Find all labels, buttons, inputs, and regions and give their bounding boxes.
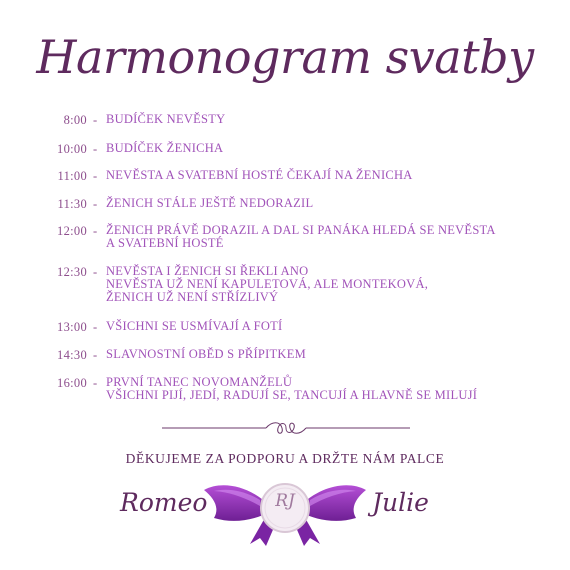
schedule-time: 10:00: [57, 142, 87, 156]
schedule-line: PRVNÍ TANEC NOVOMANŽELŮ: [106, 375, 293, 389]
bride-name: Julie: [372, 488, 429, 517]
schedule-separator: -: [93, 197, 98, 211]
schedule-line: NEVĚSTA UŽ NENÍ KAPULETOVÁ, ALE MONTEKOVÁ,: [106, 277, 429, 291]
schedule-line: VŠICHNI SE USMÍVAJÍ A FOTÍ: [106, 319, 283, 333]
schedule-separator: -: [93, 320, 98, 334]
schedule-line: ŽENICH PRÁVĚ DORAZIL A DAL SI PANÁKA HLEDÁ SE NEVĚSTA: [106, 223, 496, 237]
ornamental-divider: [162, 418, 410, 438]
schedule-line: ŽENICH UŽ NENÍ STŘÍZLIVÝ: [106, 290, 279, 304]
schedule-time: 13:00: [57, 320, 87, 334]
schedule-description: [106, 376, 546, 402]
ribbon-bow-icon: [200, 478, 370, 548]
schedule-line: NEVĚSTA A SVATEBNÍ HOSTÉ ČEKAJÍ NA ŽENICHA: [106, 168, 413, 182]
schedule-description: [106, 169, 546, 182]
schedule-time: 8:00: [63, 113, 87, 127]
schedule-line: BUDÍČEK NEVĚSTY: [106, 112, 226, 126]
schedule-separator: -: [93, 376, 98, 390]
schedule-separator: -: [93, 265, 98, 279]
schedule-description: [106, 113, 546, 126]
schedule-description: [106, 142, 546, 155]
schedule-time: 11:30: [57, 197, 87, 211]
groom-name: Romeo: [120, 488, 208, 517]
schedule-time: 14:30: [57, 348, 87, 362]
schedule-separator: -: [93, 348, 98, 362]
thanks-message: DĚKUJEME ZA PODPORU A DRŽTE NÁM PALCE: [125, 451, 445, 466]
schedule-line: A SVATEBNÍ HOSTÉ: [106, 236, 224, 250]
schedule-line: VŠICHNI PIJÍ, JEDÍ, RADUJÍ SE, TANCUJÍ A HLAVNĚ SE MILUJÍ: [106, 388, 478, 402]
schedule-time: 11:00: [57, 169, 87, 183]
schedule-description: [106, 224, 546, 250]
schedule-line: SLAVNOSTNÍ OBĚD S PŘÍPITKEM: [106, 347, 306, 361]
schedule-time: 12:30: [57, 265, 87, 279]
schedule-separator: -: [93, 169, 98, 183]
schedule-line: NEVĚSTA I ŽENICH SI ŘEKLI ANO: [106, 264, 309, 278]
monogram: RJ: [275, 491, 295, 511]
schedule-separator: -: [93, 113, 98, 127]
schedule-separator: -: [93, 142, 98, 156]
schedule-time: 12:00: [57, 224, 87, 238]
schedule-line: ŽENICH STÁLE JEŠTĚ NEDORAZIL: [106, 196, 314, 210]
schedule-description: [106, 197, 546, 210]
schedule-separator: -: [93, 224, 98, 238]
schedule-description: [106, 265, 546, 304]
schedule-description: [106, 348, 546, 361]
page-title: Harmonogram svatby: [36, 30, 534, 84]
schedule-line: BUDÍČEK ŽENICHA: [106, 141, 224, 155]
schedule-time: 16:00: [57, 376, 87, 390]
schedule-description: [106, 320, 546, 333]
